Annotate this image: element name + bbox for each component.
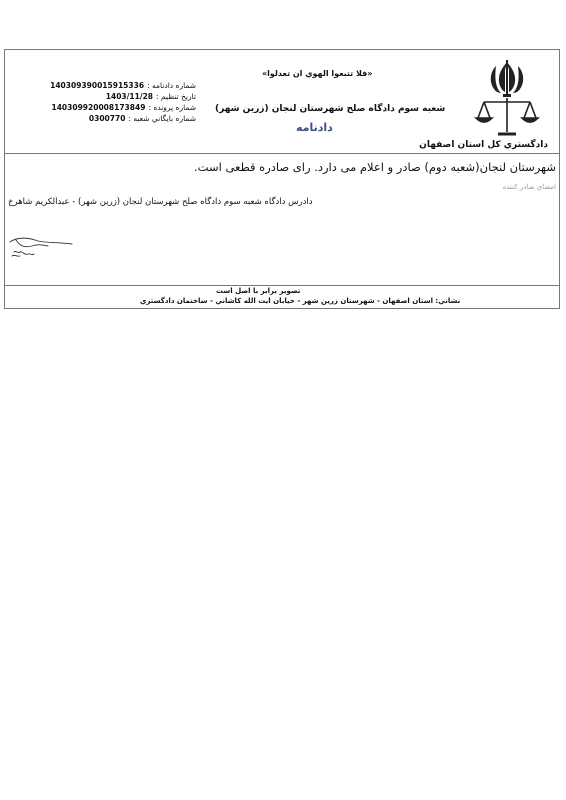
ruling-text: شهرستان لنجان(شعبه دوم) صادر و اعلام می دارد. رای صادره قطعی است.: [194, 160, 556, 174]
document-title: دادنامه: [296, 121, 333, 134]
court-name: شعبه سوم دادگاه صلح شهرستان لنجان (زرين شهر): [215, 104, 446, 114]
date-value: 1403/11/28: [105, 92, 154, 101]
court-address: نشاني: استان اصفهان - شهرستان زرين شهر - خيابان ايت الله كاشاني - ساختمان دادگستري: [140, 297, 461, 305]
header-divider: [4, 153, 560, 154]
archive-number-label: شماره بايگاني شعبه :: [128, 114, 196, 123]
judge-line: دادرس دادگاه شعبه سوم دادگاه صلح شهرستان لنجان (زرين شهر) - عبدالكريم شاهرخ: [8, 197, 313, 207]
iran-emblem-icon: [472, 58, 542, 140]
case-number-label: شماره پرونده :: [148, 103, 196, 112]
date-label: تاريخ تنظيم :: [156, 92, 196, 101]
organization-name: دادگستري كل استان اصفهان: [419, 140, 548, 150]
archive-number-row: [48, 113, 196, 124]
signature-label: امضاي صادر كننده: [502, 183, 556, 191]
verdict-number-row: [48, 80, 196, 91]
archive-number: 0300770: [88, 114, 126, 123]
handwritten-signature: [8, 232, 78, 262]
header-verse: «فلا تتبعوا الهوي ان تعدلوا»: [262, 69, 373, 78]
date-row: [48, 91, 196, 102]
case-metadata: [48, 80, 196, 124]
verdict-number-label: شماره دادنامه :: [147, 81, 196, 90]
verdict-number: 140309390015915336: [50, 81, 145, 90]
footer-divider: [4, 285, 560, 286]
case-number: 140309920008173849: [51, 103, 146, 112]
case-number-row: [48, 102, 196, 113]
certified-copy-note: تصوير برابر با اصل است: [216, 287, 301, 295]
